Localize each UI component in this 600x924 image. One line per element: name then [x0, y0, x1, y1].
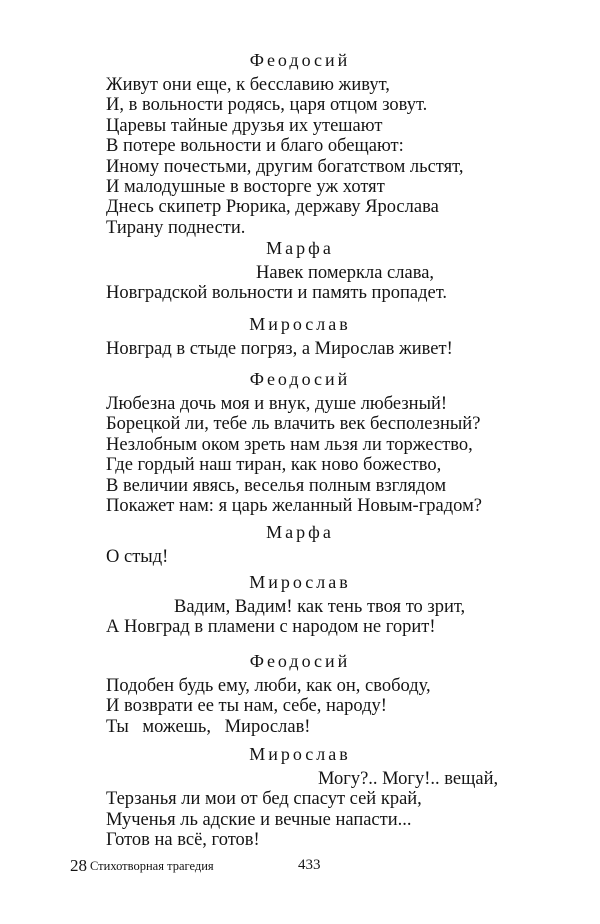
verse-line-continuation: Могу?.. Могу!.. вещай, [318, 769, 499, 789]
speech-block-3 [0, 314, 600, 359]
verse-line: Царевы тайные друзья их утешают [106, 115, 383, 136]
speaker-name: Марфа [266, 522, 334, 542]
speech-block-4 [0, 369, 600, 516]
verse-line: И, в вольности родясь, царя отцом зовут. [106, 95, 428, 116]
verse-line: Новградской вольности и память пропадет. [106, 283, 448, 304]
verse-line: Днесь скипетр Рюрика, державу Ярослава [106, 197, 439, 218]
verse-line: Где гордый наш тиран, как ново божество, [106, 455, 442, 476]
speaker-name: Мирослав [249, 744, 351, 764]
speech-block-6 [0, 572, 600, 638]
book-title: Стихотворная трагедия [90, 859, 214, 873]
verse-line-continuation: Навек померкла слава, [256, 263, 435, 283]
verse-line: Тирану поднести. [106, 217, 246, 238]
verse-line: Ты можешь, Мирослав! [106, 716, 311, 737]
verse-line: Подобен будь ему, люби, как он, свободу, [106, 676, 431, 696]
speech-block-2 [0, 238, 600, 304]
verse-line: И возврати ее ты нам, себе, народу! [106, 696, 387, 717]
speech-block-8 [0, 744, 600, 851]
verse-line: Живут они еще, к бесславию живут, [106, 75, 390, 95]
page-number: 433 [298, 857, 321, 873]
speech-block-7 [0, 651, 600, 737]
speech-block-5 [0, 522, 600, 567]
speaker-name: Феодосий [249, 50, 351, 70]
verse-line: Любезна дочь моя и внук, душе любезный! [106, 394, 448, 414]
speech-block-1 [0, 50, 600, 238]
verse-line: О стыд! [106, 547, 169, 567]
speaker-name: Мирослав [249, 572, 351, 592]
verse-line: Иному почестьми, другим богатством льстят, [106, 156, 464, 177]
speaker-name: Феодосий [249, 651, 351, 671]
printer-signature: 28 [70, 856, 87, 875]
speaker-name: Феодосий [249, 369, 351, 389]
verse-line-continuation: Вадим, Вадим! как тень твоя то зрит, [174, 597, 466, 617]
verse-line: Новград в стыде погряз, а Мирослав живет! [106, 339, 453, 359]
verse-line: Готов на всё, готов! [106, 830, 260, 851]
verse-line: В потере вольности и благо обещают: [106, 136, 404, 157]
speaker-name: Марфа [266, 238, 334, 258]
verse-line: Борецкой ли, тебе ль влачить век бесполезный? [106, 414, 481, 435]
verse-line: Покажет нам: я царь желанный Новым-градом? [106, 496, 482, 517]
verse-line: Терзанья ли мои от бед спасут сей край, [106, 789, 422, 810]
speaker-name: Мирослав [249, 314, 351, 334]
verse-line: Мученья ль адские и вечные напасти... [106, 809, 412, 830]
verse-line: В величии явясь, веселья полным взглядом [106, 475, 447, 496]
verse-line: А Новград в пламени с народом не горит! [106, 617, 436, 638]
verse-line: И малодушные в восторге уж хотят [106, 177, 385, 198]
page-footer [0, 856, 600, 878]
verse-line: Незлобным оком зреть нам льзя ли торжество, [106, 434, 473, 455]
